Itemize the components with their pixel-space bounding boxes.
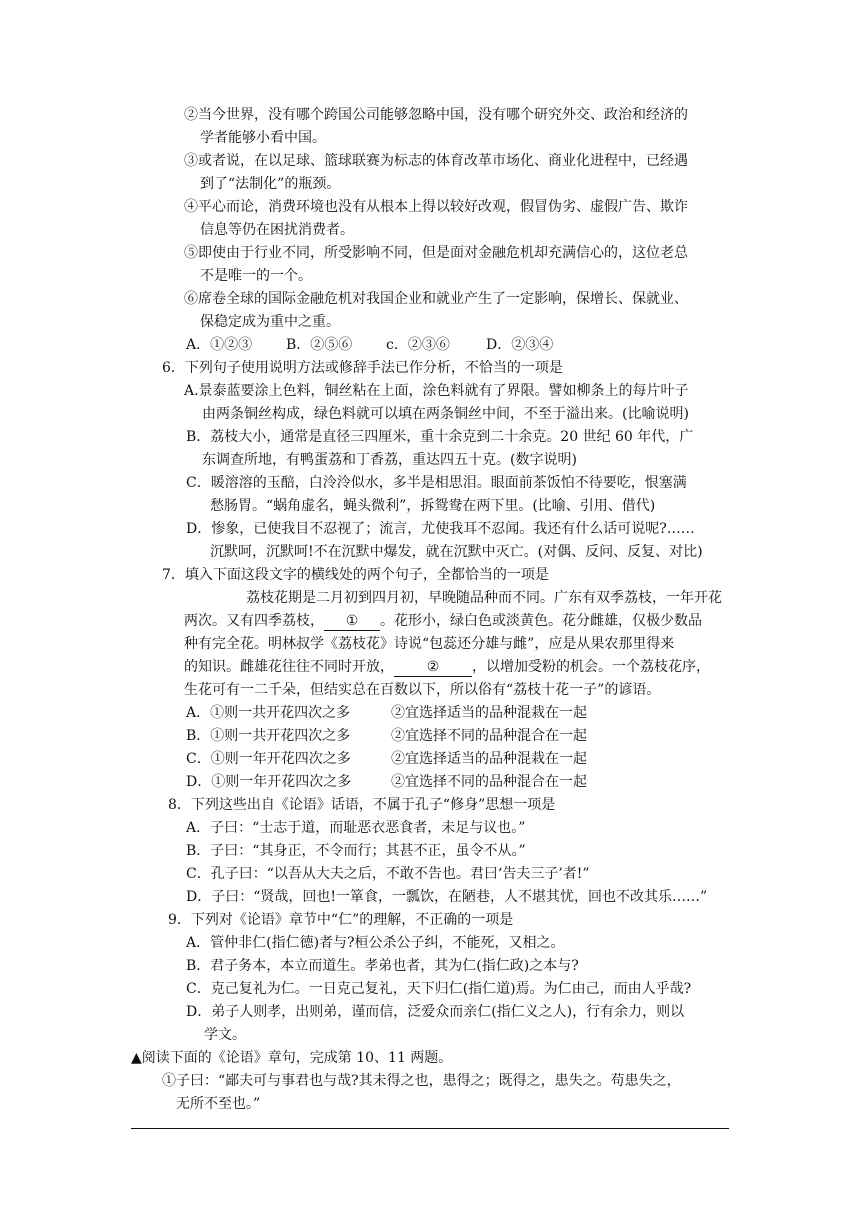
q5-option-a: A．①②③ [186,337,253,353]
q8-option-d: D．子曰：“贤哉，回也!一箪食，一瓢饮，在陋巷，人不堪其忧，回也不改其乐……” [186,889,708,905]
q8-stem: 8．下列这些出自《论语》话语，不属于孔子“修身”思想一项是 [168,797,556,813]
q5-option-d: D．②③④ [486,337,554,353]
q6-option-d-line-1: D．惨象，已使我目不忍视了；流言，尤使我耳不忍闻。我还有什么话可说呢?…… [186,521,695,537]
q6-option-a-line-1: A.景泰蓝要涂上色料，铜丝粘在上面，涂色料就有了界限。譬如柳条上的每片叶子 [184,383,689,399]
q7-passage-line-2 [184,612,702,631]
q7-option-b-part-2: ②宜选择不同的品种混合在一起 [391,728,587,744]
footer-rule [131,1128,729,1129]
q6-option-b-line-1: B．荔枝大小，通常是直径三四厘米，重十余克到二十余克。20 世纪 60 年代，广 [186,429,694,445]
q5-sentence-5-line-2: 不是唯一的一个。 [200,268,312,284]
q7-passage-line-5: 生花可有一二千朵，但结实总在百数以下，所以俗有“荔枝十花一子”的谚语。 [184,682,661,698]
q7-option-a-part-2: ②宜选择适当的品种混栽在一起 [391,705,587,721]
q5-sentence-6-line-2: 保稳定成为重中之重。 [200,314,340,330]
q9-option-d-line-2: 学文。 [204,1027,246,1043]
q8-option-c: C．孔子曰：“以吾从大夫之后，不敢不告也。君曰‘告夫三子’者!” [186,866,590,882]
reading-sentence-1-line-2: 无所不至也。” [176,1096,261,1112]
q7-passage-line-1: 荔枝花期是二月初到四月初，早晚随品种而不同。广东有双季荔枝，一年开花 [246,590,722,606]
q6-option-a-line-2: 由两条铜丝构成，绿色料就可以填在两条铜丝中间，不至于溢出来。(比喻说明) [202,406,689,422]
q5-sentence-6-line-1: ⑥席卷全球的国际金融危机对我国企业和就业产生了一定影响，保增长、保就业、 [184,291,688,307]
q6-stem: 6．下列句子使用说明方法或修辞手法已作分析，不恰当的一项是 [162,360,563,376]
q6-option-c-line-2: 愁肠胃。“蜗角虚名，蝇头微利”，拆鸳鸯在两下里。(比喻、引用、借代) [210,498,656,514]
q6-option-c-line-1: C．暖溶溶的玉醅，白泠泠似水，多半是相思泪。眼面前茶饭怕不待要吃，恨塞满 [186,475,687,491]
q7-passage-text: 的知识。雌雄花往往不同时开放， [184,659,394,675]
reading-header: ▲阅读下面的《论语》章句，完成第 10、11 两题。 [131,1050,453,1066]
q7-option-a-part-1: A．①则一共开花四次之多 [186,705,351,721]
q5-sentence-3-line-1: ③或者说，在以足球、篮球联赛为标志的体育改革市场化、商业化进程中，已经遇 [184,153,688,169]
q8-option-b: B．子曰：“其身正，不令而行；其甚不正，虽令不从。” [186,843,526,859]
q8-option-a: A．子曰：“士志于道，而耻恶衣恶食者，未足与议也。” [186,820,526,836]
q7-passage-text: 两次。又有四季荔枝， [184,613,324,629]
q7-option-d-part-2: ②宜选择不同的品种混合在一起 [391,774,587,790]
q9-stem: 9．下列对《论语》章节中“仁”的理解，不正确的一项是 [168,912,514,928]
q7-passage-line-3: 种有完全花。明林叔学《荔枝花》诗说“包蕊还分雄与雌”，应是从果农那里得来 [184,636,675,652]
q9-option-d-line-1: D．弟子人则孝，出则弟，谨而信，泛爱众而亲仁(指仁义之人)，行有余力，则以 [186,1004,685,1020]
q7-option-d-part-1: D．①则一年开花四次之多 [186,774,352,790]
q9-option-b: B．君子务本，本立而道生。孝弟也者，其为仁(指仁政)之本与? [186,958,579,974]
q6-option-b-line-2: 东调查所地，有鸭蛋荔和丁香荔，重达四五十克。(数字说明) [202,452,577,468]
q7-option-c-part-2: ②宜选择适当的品种混栽在一起 [391,751,587,767]
q5-sentence-3-line-2: 到了“法制化”的瓶颈。 [200,176,341,192]
q7-passage-line-4 [184,658,710,677]
q5-sentence-2-line-1: ②当今世界，没有哪个跨国公司能够忽略中国，没有哪个研究外交、政治和经济的 [184,107,688,123]
q7-passage-text: ，以增加受粉的机会。一个荔枝花序， [472,659,710,675]
q5-option-c: c．②③⑥ [386,337,450,353]
q5-sentence-5-line-1: ⑤即使由于行业不同，所受影响不同，但是面对金融危机却充满信心的，这位老总 [184,245,688,261]
q9-option-a: A．管仲非仁(指仁德)者与?桓公杀公子纠，不能死，又相之。 [186,935,565,951]
q7-blank-2: ② [394,658,472,677]
q5-sentence-4-line-1: ④平心而论，消费环境也没有从根本上得以较好改观，假冒伪劣、虚假广告、欺诈 [184,199,688,215]
q5-sentence-2-line-2: 学者能够小看中国。 [200,130,326,146]
q6-option-d-line-2: 沉默呵，沉默呵!不在沉默中爆发，就在沉默中灭亡。(对偶、反问、反复、对比) [210,544,703,560]
q7-option-b-part-1: B．①则一共开花四次之多 [186,728,351,744]
q7-stem: 7．填入下面这段文字的横线处的两个句子，全都恰当的一项是 [162,567,549,583]
q5-sentence-4-line-2: 信息等仍在困扰消费者。 [200,222,354,238]
q7-passage-text: 。花形小，绿白色或淡黄色。花分雌雄，仅极少数品 [380,613,702,629]
q9-option-c: C．克己复礼为仁。一日克己复礼，天下归仁(指仁道)焉。为仁由己，而由人乎哉? [186,981,692,997]
q7-option-c-part-1: C．①则一年开花四次之多 [186,751,351,767]
q7-blank-1: ① [324,612,380,631]
reading-sentence-1-line-1: ①子曰：“鄙夫可与事君也与哉?其未得之也，患得之；既得之，患失之。苟患失之， [162,1073,681,1089]
q5-option-b: B．②⑤⑥ [286,337,353,353]
